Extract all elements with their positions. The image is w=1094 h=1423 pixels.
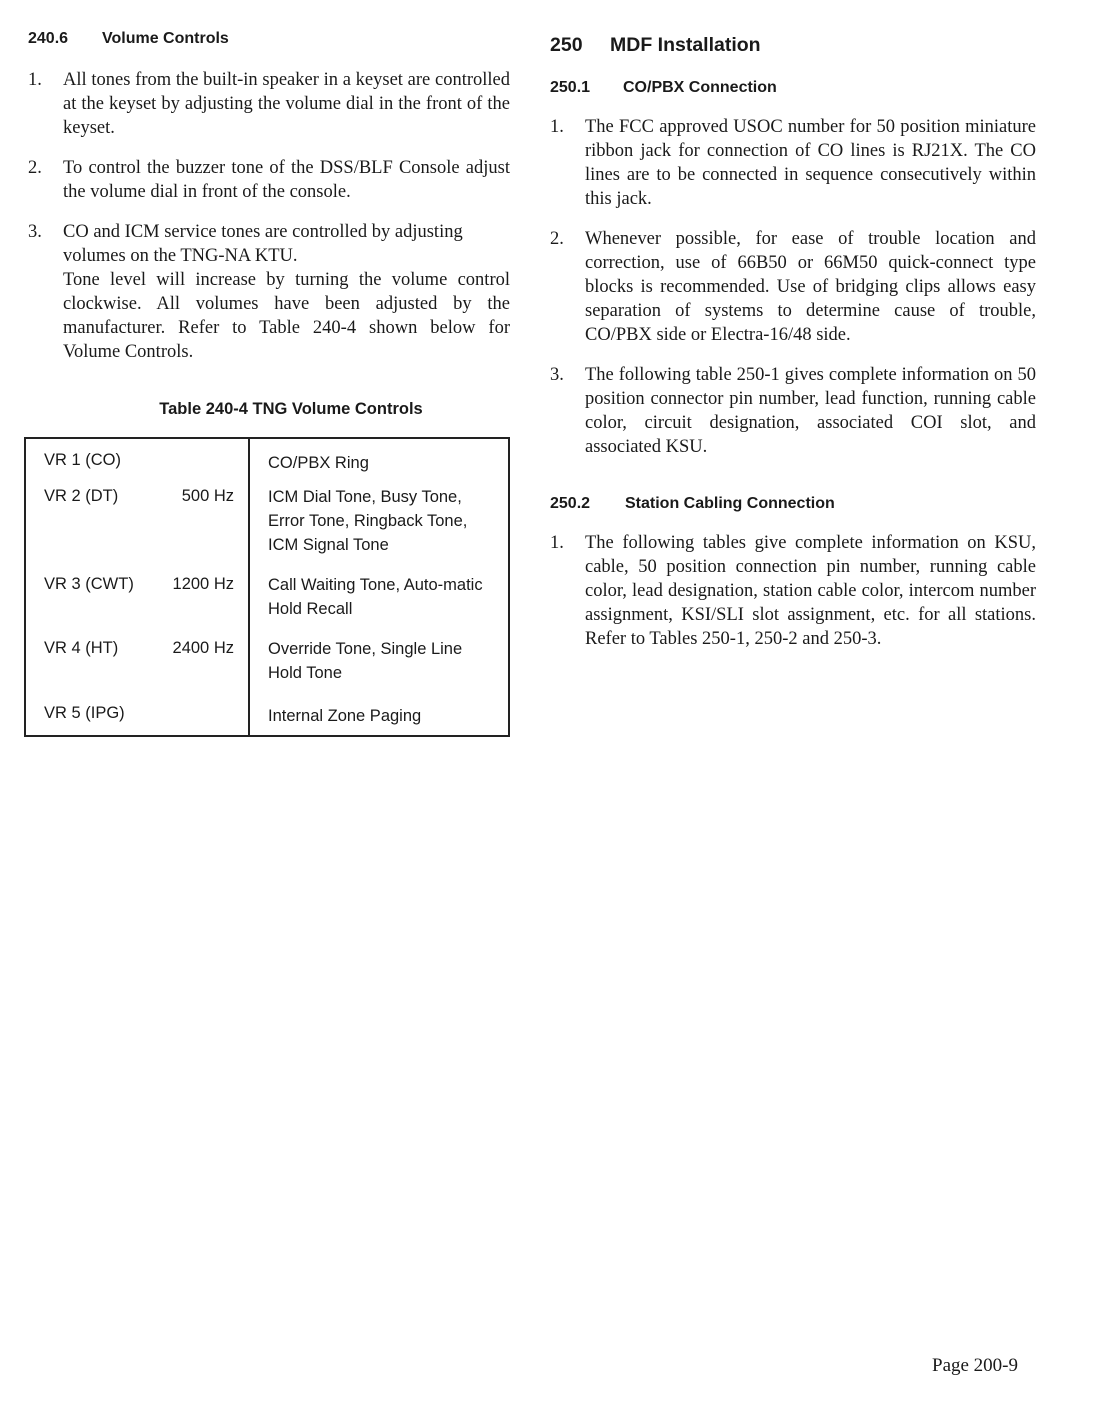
description-cell: Call Waiting Tone, Auto-matic Hold Recall bbox=[268, 576, 483, 618]
list-item bbox=[28, 220, 510, 364]
section-title: Station Cabling Connection bbox=[625, 495, 835, 512]
section-number: 250.1 bbox=[550, 79, 591, 96]
volume-controls-list bbox=[28, 68, 510, 364]
control-cell: VR 5 (IPG) bbox=[44, 704, 125, 722]
list-item bbox=[550, 227, 1036, 347]
column-divider bbox=[248, 439, 250, 735]
description-cell: Override Tone, Single Line Hold Tone bbox=[268, 640, 463, 682]
item-text: The following tables give complete information on KSU, cable, 50 position connection pin number, running cable color, lead designation, station cable color, intercom number assignment, KSI/SLI slot assignment, etc. for all stations. Refer to Tables 250-1, 250-2 and 250-3. bbox=[585, 533, 1036, 649]
item-text: All tones from the built-in speaker in a keyset are controlled at the keyset by adjusting the volume dial in the front of the keyset. bbox=[63, 70, 510, 138]
section-title: CO/PBX Connection bbox=[623, 79, 777, 96]
table-title: Table 240-4 TNG Volume Controls bbox=[159, 400, 423, 418]
item-text: The following table 250-1 gives complete information on 50 position connector pin number, lead function, running cable color, circuit designation, associated COI slot, and associated KSU. bbox=[585, 365, 1036, 457]
list-item bbox=[28, 68, 510, 140]
item-number: 1. bbox=[550, 117, 564, 137]
section-number: 250 bbox=[550, 34, 583, 56]
item-text: The FCC approved USOC number for 50 position miniature ribbon jack for connection of CO lines is RJ21X. The CO lines are to be connected in sequence consecutively within this jack. bbox=[585, 117, 1036, 209]
list-item bbox=[550, 363, 1036, 459]
item-text-block bbox=[63, 220, 510, 364]
left-column bbox=[28, 30, 510, 364]
section-number: 250.2 bbox=[550, 495, 591, 512]
control-cell: VR 1 (CO) bbox=[44, 451, 122, 469]
description-cell: CO/PBX Ring bbox=[268, 454, 369, 472]
item-number: 1. bbox=[28, 70, 42, 90]
section-heading-250 bbox=[550, 34, 1036, 57]
section-heading-240-6 bbox=[28, 30, 510, 48]
item-number: 2. bbox=[550, 229, 564, 249]
page-number: Page 200-9 bbox=[932, 1355, 1019, 1376]
frequency-cell: 2400 Hz bbox=[172, 639, 234, 657]
description-cell: ICM Dial Tone, Busy Tone, Error Tone, Ringback Tone, ICM Signal Tone bbox=[268, 488, 468, 554]
item-text: To control the buzzer tone of the DSS/BLF Console adjust the volume dial in front of the console. bbox=[63, 158, 510, 202]
section-title: MDF Installation bbox=[610, 34, 761, 56]
section-heading-250-1 bbox=[550, 79, 1036, 97]
volume-controls-table bbox=[24, 437, 510, 737]
frequency-cell: 1200 Hz bbox=[172, 575, 234, 593]
co-pbx-connection-list bbox=[550, 115, 1036, 459]
item-text: CO and ICM service tones are controlled by adjusting volumes on the TNG-NA KTU. bbox=[63, 222, 463, 266]
control-cell: VR 4 (HT) bbox=[44, 639, 119, 657]
list-item bbox=[550, 115, 1036, 211]
item-number: 2. bbox=[28, 158, 42, 178]
item-text: Whenever possible, for ease of trouble location and correction, use of 66B50 or 66M50 quick-connect type blocks is recommended. Use of bridging clips allows easy separation of systems to determine cause of trouble, CO/PBX side or Electra-16/48 side. bbox=[585, 229, 1036, 345]
section-title: Volume Controls bbox=[102, 30, 229, 47]
item-number: 3. bbox=[550, 365, 564, 385]
section-number: 240.6 bbox=[28, 30, 69, 47]
item-number: 3. bbox=[28, 222, 42, 242]
item-number: 1. bbox=[550, 533, 564, 553]
item-text-continued: Tone level will increase by turning the volume control clockwise. All volumes have been adjusted by the manufacturer. Refer to Table 240-4 shown below for Volume Controls. bbox=[63, 270, 510, 362]
right-column bbox=[550, 30, 1036, 651]
list-item bbox=[550, 531, 1036, 651]
section-heading-250-2 bbox=[550, 495, 1036, 513]
description-cell: Internal Zone Paging bbox=[268, 707, 422, 725]
control-cell: VR 3 (CWT) bbox=[44, 575, 134, 593]
frequency-cell: 500 Hz bbox=[181, 487, 234, 505]
list-item bbox=[28, 156, 510, 204]
station-cabling-list bbox=[550, 531, 1036, 651]
control-cell: VR 2 (DT) bbox=[44, 487, 119, 505]
